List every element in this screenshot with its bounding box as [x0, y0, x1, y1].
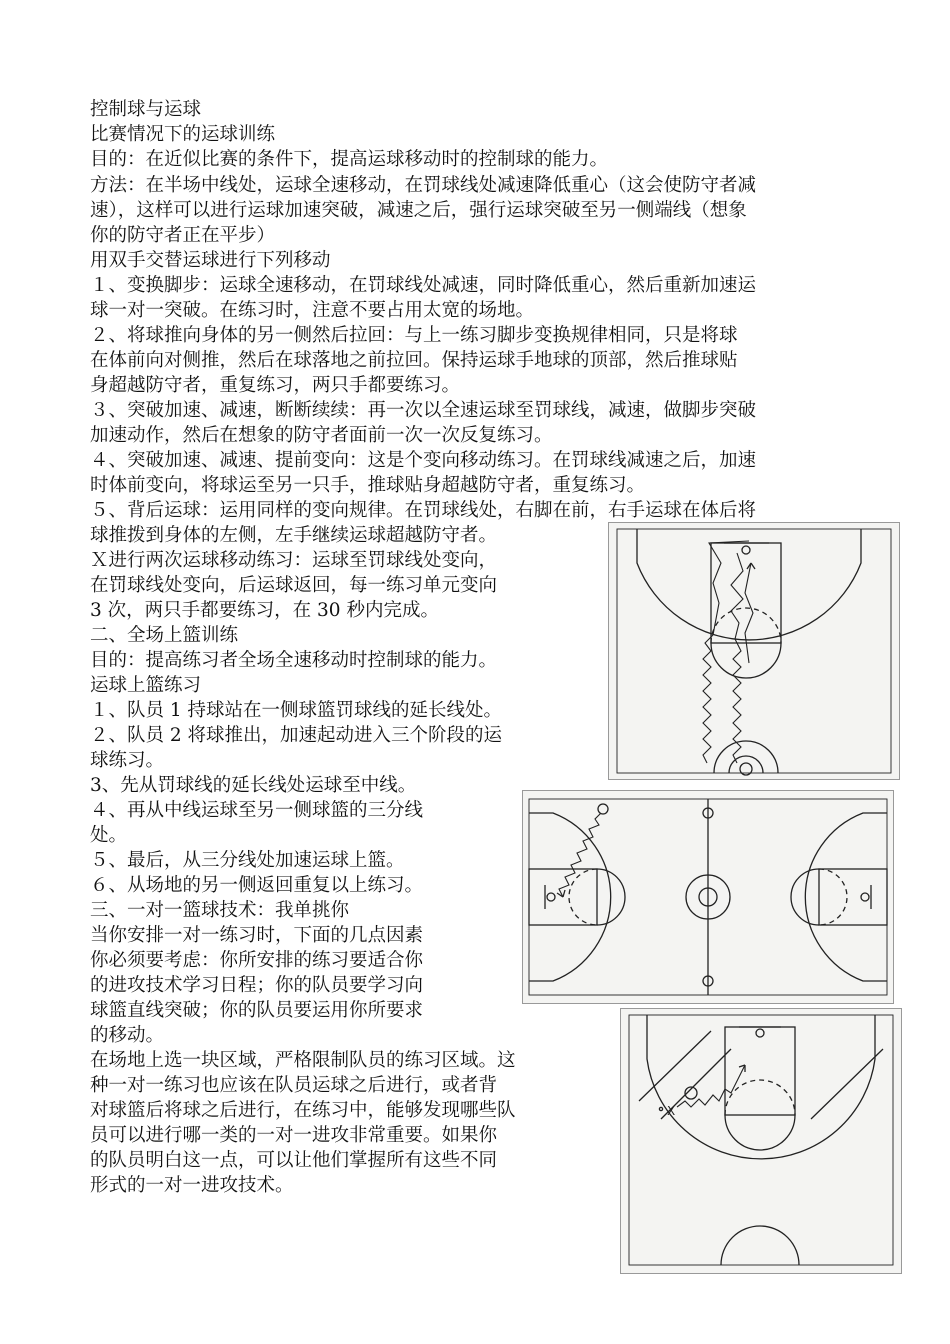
text-line: ２、将球推向身体的另一侧然后拉回：与上一练习脚步变换规律相同，只是将球 — [90, 325, 738, 346]
text-line: 控制球与运球 — [90, 99, 202, 120]
text-line: 的进攻技术学习日程；你的队员要学习向 — [90, 975, 424, 996]
text-line: 在场地上选一块区域，严格限制队员的练习区域。这 — [90, 1050, 516, 1071]
text-line: ３、突破加速、减速，断断续续：再一次以全速运球至罚球线，减速，做脚步突破 — [90, 400, 757, 421]
section-heading: 二、全场上篮训练 — [90, 625, 239, 646]
text-line: 时体前变向，将球运至另一只手，推球贴身超越防守者，重复练习。 — [90, 475, 646, 496]
text-line: 3 次，两只手都要练习，在 30 秒内完成。 — [90, 600, 439, 621]
text-line: ４、再从中线运球至另一侧球篮的三分线 — [90, 800, 424, 821]
text-line: 用双手交替运球进行下列移动 — [90, 250, 331, 271]
text-line: 目的：在近似比赛的条件下，提高运球移动时的控制球的能力。 — [90, 149, 609, 170]
text-line: １、变换脚步：运球全速移动，在罚球线处减速，同时降低重心，然后重新加速运 — [90, 275, 757, 296]
defender-marker: X — [667, 1104, 676, 1118]
text-line: 在体前向对侧推，然后在球落地之前拉回。保持运球手地球的顶部，然后推球贴 — [90, 350, 738, 371]
text-line: 球一对一突破。在练习时，注意不要占用太宽的场地。 — [90, 300, 535, 321]
text-line: ４、突破加速、减速、提前变向：这是个变向移动练习。在罚球线减速之后，加速 — [90, 450, 757, 471]
text-line: 球练习。 — [90, 750, 165, 771]
half-court-diagram-2 — [620, 1008, 902, 1274]
text-line: 的队员明白这一点，可以让他们掌握所有这些不同 — [90, 1150, 498, 1171]
text-line: 员可以进行哪一类的一对一进攻非常重要。如果你 — [90, 1125, 498, 1146]
text-line: 身超越防守者，重复练习，两只手都要练习。 — [90, 375, 461, 396]
text-line: 加速动作，然后在想象的防守者面前一次一次反复练习。 — [90, 425, 553, 446]
text-line: 运球上篮练习 — [90, 675, 202, 696]
text-line: 在罚球线处变向，后运球返回，每一练习单元变向 — [90, 575, 498, 596]
half-court-diagram-1 — [608, 522, 900, 780]
text-line: 的移动。 — [90, 1025, 165, 1046]
text-line: 3、先从罚球线的延长线处运球至中线。 — [90, 775, 417, 796]
text-line: ５、最后，从三分线处加速运球上篮。 — [90, 850, 405, 871]
text-line: 球推拨到身体的左侧，左手继续运球超越防守者。 — [90, 525, 498, 546]
text-line: 速），这样可以进行运球加速突破，减速之后，强行运球突破至另一侧端线（想象 — [90, 200, 747, 221]
text-line: Ｘ进行两次运球移动练习：运球至罚球线处变向， — [90, 550, 498, 571]
text-line: ５、背后运球：运用同样的变向规律。在罚球线处，右脚在前，右手运球在体后将 — [90, 500, 757, 521]
text-line: 处。 — [90, 825, 128, 846]
text-line: 比赛情况下的运球训练 — [90, 124, 276, 145]
text-line: ２、队员 2 将球推出，加速起动进入三个阶段的运 — [90, 725, 503, 746]
text-line: 种一对一练习也应该在队员运球之后进行，或者背 — [90, 1075, 498, 1096]
text-line: 球篮直线突破；你的队员要运用你所要求 — [90, 1000, 424, 1021]
text-line: １、队员 1 持球站在一侧球篮罚球线的延长线处。 — [90, 700, 503, 721]
text-line: 方法：在半场中线处，运球全速移动，在罚球线处减速降低重心（这会使防守者减 — [90, 175, 757, 196]
text-line: 你必须要考虑：你所安排的练习要适合你 — [90, 950, 424, 971]
section-heading: 三、一对一篮球技术：我单挑你 — [90, 900, 350, 921]
text-line: 目的：提高练习者全场全速移动时控制球的能力。 — [90, 650, 498, 671]
text-line: 对球篮后将球之后进行，在练习中，能够发现哪些队 — [90, 1100, 516, 1121]
full-court-diagram — [522, 790, 894, 1004]
text-line: 当你安排一对一练习时，下面的几点因素 — [90, 925, 424, 946]
text-line: ６、从场地的另一侧返回重复以上练习。 — [90, 875, 424, 896]
text-line: 你的防守者正在平步） — [90, 225, 276, 246]
text-line: 形式的一对一进攻技术。 — [90, 1175, 294, 1196]
